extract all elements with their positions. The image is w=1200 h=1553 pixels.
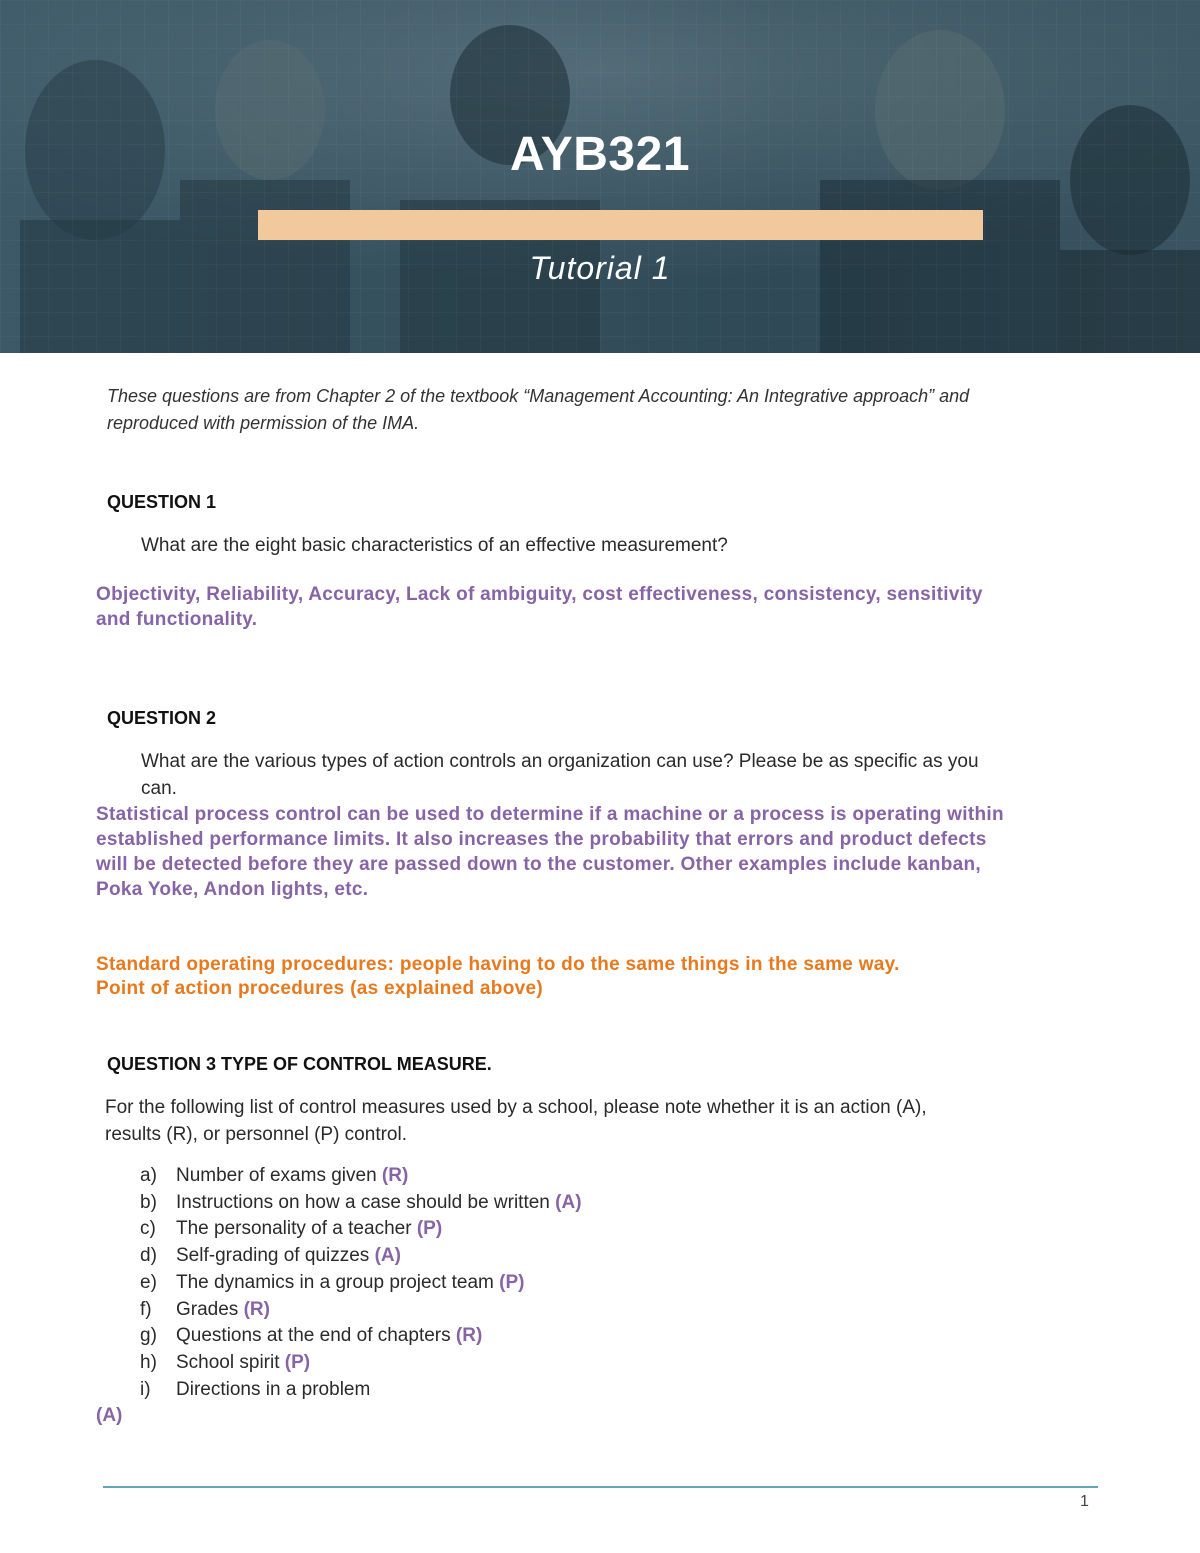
item-letter: b) — [140, 1191, 157, 1213]
question-1-heading: QUESTION 1 — [107, 492, 217, 512]
answer-line: Objectivity, Reliability, Accuracy, Lack of ambiguity, cost effectiveness, consistency, sensitivity — [96, 584, 983, 605]
answer-line: and functionality. — [96, 609, 258, 630]
item-i-answer-tag: (A) — [96, 1405, 123, 1426]
question-2-text — [141, 748, 979, 802]
item-text: Grades — [176, 1298, 244, 1320]
page-number: 1 — [1080, 1493, 1089, 1510]
question-text-line: For the following list of control measures used by a school, please note whether it is an action (A), — [105, 1097, 927, 1118]
question-text-line: What are the various types of action controls an organization can use? Please be as specific as you — [141, 751, 979, 772]
item-text: Number of exams given — [176, 1165, 382, 1186]
item-letter: f) — [140, 1298, 152, 1320]
question-text-line: results (R), or personnel (P) control. — [105, 1124, 407, 1145]
question-2-additional-answer — [96, 953, 900, 1001]
item-answer-tag: (R) — [455, 1325, 483, 1347]
control-measures-list — [140, 1163, 582, 1403]
item-letter: h) — [140, 1351, 157, 1373]
item-letter: d) — [140, 1245, 157, 1267]
item-answer-tag: (A) — [374, 1245, 401, 1267]
tutorial-subtitle: Tutorial 1 — [529, 250, 671, 286]
question-2-heading: QUESTION 2 — [107, 708, 217, 728]
answer-line: Statistical process control can be used to determine if a machine or a process is operating within — [96, 804, 1004, 825]
question-2-answer — [96, 802, 1004, 902]
question-text-line: can. — [141, 778, 177, 799]
item-letter: c) — [140, 1218, 156, 1240]
item-text: Directions in a problem — [176, 1378, 371, 1400]
list-item — [140, 1323, 582, 1350]
course-code-title: AYB321 — [509, 128, 691, 181]
item-text: The dynamics in a group project team — [176, 1271, 500, 1293]
question-3-heading: QUESTION 3 TYPE OF CONTROL MEASURE. — [107, 1054, 492, 1074]
item-answer-tag: (A) — [555, 1191, 582, 1213]
intro-line-2: reproduced with permission of the IMA. — [107, 413, 420, 433]
title-accent-bar — [258, 210, 983, 240]
list-item — [140, 1243, 582, 1270]
item-answer-tag: (P) — [416, 1218, 443, 1240]
list-item — [140, 1377, 582, 1404]
item-text: Questions at the end of chapters — [176, 1325, 456, 1347]
intro-line-1: These questions are from Chapter 2 of the textbook “Management Accounting: An Integrative approach” and — [107, 386, 970, 406]
intro-paragraph — [107, 383, 1087, 437]
item-answer-tag: (P) — [284, 1351, 311, 1373]
list-item — [140, 1350, 582, 1377]
item-text: The personality of a teacher — [176, 1218, 417, 1240]
item-letter: e) — [140, 1271, 157, 1293]
item-text: Self-grading of quizzes — [176, 1245, 375, 1267]
answer-line: Point of action procedures (as explained above) — [96, 978, 543, 999]
list-item — [140, 1163, 582, 1190]
answer-line: will be detected before they are passed down to the customer. Other examples include kanban, — [96, 854, 981, 875]
list-item — [140, 1270, 582, 1297]
list-item — [140, 1297, 582, 1324]
answer-line: Poka Yoke, Andon lights, etc. — [96, 879, 369, 900]
item-answer-tag: (P) — [499, 1271, 525, 1293]
item-answer-tag: (R) — [381, 1165, 409, 1186]
question-1-text: What are the eight basic characteristics of an effective measurement? — [141, 535, 728, 556]
list-item — [140, 1190, 582, 1217]
answer-line: established performance limits. It also increases the probability that errors and product defects — [96, 829, 987, 850]
question-1-answer — [96, 582, 983, 632]
item-letter: i) — [140, 1378, 151, 1400]
item-letter: a) — [140, 1165, 157, 1186]
item-text: School spirit — [176, 1351, 285, 1373]
question-3-text — [105, 1094, 927, 1148]
item-letter: g) — [140, 1325, 157, 1347]
item-answer-tag: (R) — [243, 1298, 270, 1320]
item-text: Instructions on how a case should be written — [176, 1191, 556, 1213]
list-item — [140, 1216, 582, 1243]
footer-rule — [103, 1486, 1098, 1488]
header-banner — [0, 0, 1200, 353]
answer-line: Standard operating procedures: people having to do the same things in the same way. — [96, 954, 900, 975]
